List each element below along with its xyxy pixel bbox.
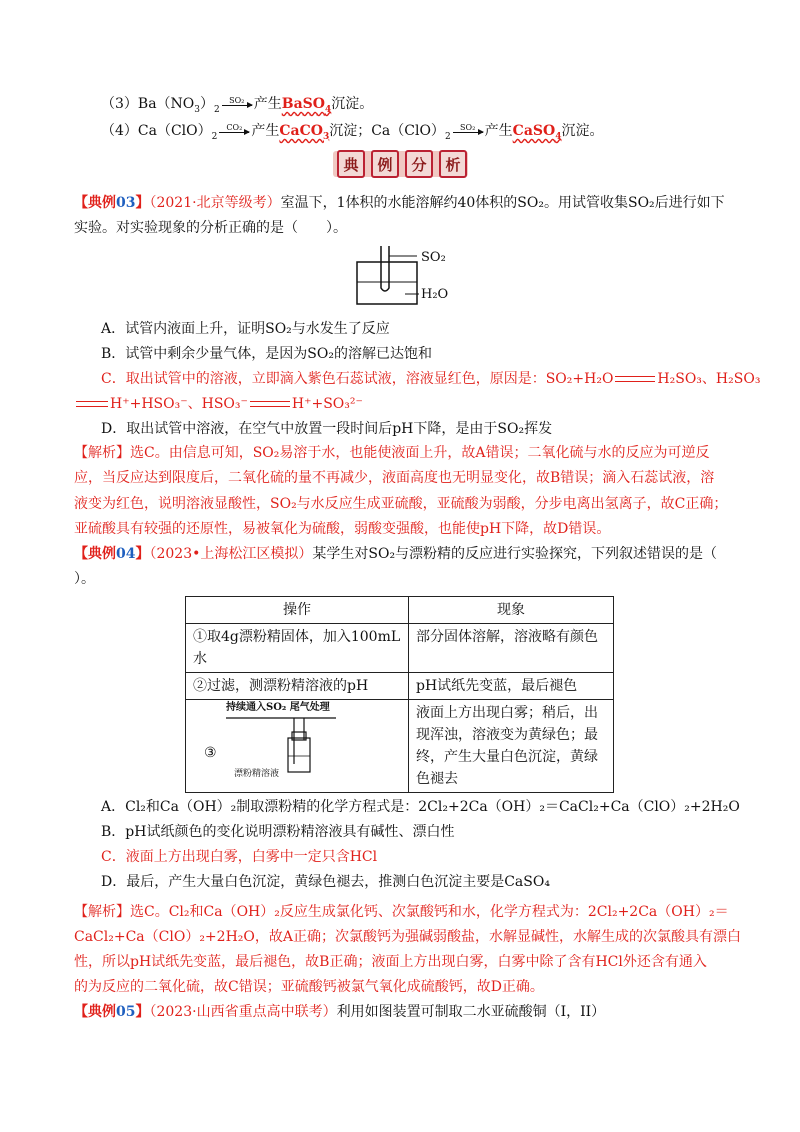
- figure-label-h2o: H₂O: [421, 287, 449, 302]
- example-03-stem: 【典例03】（2021·北京等级考）室温下，1体积的水能溶解约40体积的SO₂。用试管收集SO₂后进行如下: [74, 195, 725, 211]
- banner-char: 典: [337, 150, 365, 178]
- example-04-stem: 【典例04】（2023•上海松江区模拟）某学生对SO₂与漂粉精的反应进行实验探究，下列叙述错误的是（: [74, 546, 718, 562]
- apparatus-label: 持续通入SO₂ 尾气处理: [226, 702, 330, 713]
- banner-char: 例: [371, 150, 399, 178]
- option-d: D．取出试管中溶液，在空气中放置一段时间后pH下降，是由于SO₂挥发: [101, 421, 553, 437]
- banner-char: 分: [405, 150, 433, 178]
- example-05-stem: 【典例05】（2023·山西省重点高中联考）利用如图装置可制取二水亚硫酸铜（I，II）: [74, 1004, 606, 1020]
- example-03-stem-2: 实验。对实验现象的分析正确的是（ ）。: [74, 220, 347, 236]
- option-a: A．Cl₂和Ca（OH）₂制取漂粉精的化学方程式是：2Cl₂+2Ca（OH）₂＝CaCl₂+Ca（ClO）₂+2H₂O: [101, 799, 740, 815]
- test-tube-figure: [355, 242, 465, 312]
- analysis-line: 应，当反应达到限度后，二氧化硫的量不再减少，液面高度也无明显变化，故B错误；滴入石蕊试液，溶: [74, 470, 715, 486]
- option-b: B．试管中剩余少量气体，是因为SO₂的溶解已达饱和: [101, 346, 432, 362]
- line-4: $(4)Ca(ClO)_2$ CO₂ 产生CaCO$_3$沉淀；$Ca(ClO)_2$ SO₂ 产生CaSO$_4$沉淀。: [101, 123, 604, 142]
- example-04-stem-2: ）。: [74, 571, 95, 587]
- reaction-arrow-icon: CO₂: [217, 124, 251, 138]
- equilibrium-arrow-icon: [248, 398, 292, 410]
- option-b: B．pH试纸颜色的变化说明漂粉精溶液具有碱性、漂白性: [101, 824, 455, 840]
- option-c-cont: H⁺+HSO₃⁻、HSO₃⁻ H⁺+SO₃²⁻: [74, 394, 363, 414]
- analysis-line: 【解析】选C。由信息可知，SO₂易溶于水，也能使液面上升，故A错误；二氧化硫与水的反应为可逆反: [74, 445, 710, 461]
- analysis-line: 性，所以pH试纸先变蓝，最后褪色，故B正确；液面上方出现白雾，白雾中除了含有HCl外还含有通入: [74, 954, 707, 970]
- analysis-line: CaCl₂+Ca（ClO）₂+2H₂O，故A正确；次氯酸钙为强碱弱酸盐，水解显碱性，水解生成的次氯酸具有漂白: [74, 929, 741, 945]
- equilibrium-arrow-icon: [74, 398, 110, 410]
- option-a: A．试管内液面上升，证明SO₂与水发生了反应: [101, 321, 390, 337]
- analysis-line: 的为反应的二氧化硫，故C错误；亚硫酸钙被氯气氧化成硫酸钙，故D正确。: [74, 979, 544, 995]
- experiment-table: [185, 596, 614, 793]
- apparatus-caption: 漂粉精溶液: [234, 769, 280, 779]
- banner-char: 析: [439, 150, 467, 178]
- table-row: ③ 持续通入SO₂ 尾气处理 漂粉精溶液 液面上方出现白雾；稍后，出 现浑浊，溶液变为黄绿色；最 终，产生大量白色沉淀，黄绿 色褪去: [186, 700, 614, 793]
- analysis-line: 亚硫酸具有较强的还原性，易被氧化为硫酸，弱酸变强酸，也能使pH下降，故D错误。: [74, 521, 611, 537]
- table-header: 操作: [186, 597, 409, 624]
- analysis-line: 【解析】选C。Cl₂和Ca（OH）₂反应生成氯化钙、次氯酸钙和水，化学方程式为：2Cl₂+2Ca（OH）₂＝: [74, 904, 729, 920]
- option-d: D．最后，产生大量白色沉淀，黄绿色褪去，推测白色沉淀主要是CaSO₄: [101, 874, 550, 890]
- apparatus-figure: [226, 714, 346, 776]
- option-c: C．液面上方出现白雾，白雾中一定只含HCl: [101, 849, 378, 865]
- table-header: 现象: [409, 597, 614, 624]
- equilibrium-arrow-icon: [613, 373, 657, 385]
- figure-label-so2: SO₂: [421, 250, 446, 265]
- analysis-line: 液变为红色，说明溶液显酸性，SO₂与水反应生成亚硫酸，亚硫酸为弱酸，分步电离出氢离子，故C正确；: [74, 496, 728, 512]
- line-3: $(3)Ba(NO_3)_2$ SO₂ 产生BaSO$_4$沉淀。: [101, 96, 374, 115]
- table-row: ②过滤，测漂粉精溶液的pH pH试纸先变蓝，最后褪色: [186, 673, 614, 700]
- table-row: ①取4g漂粉精固体，加入100mL 水 部分固体溶解，溶液略有颜色: [186, 624, 614, 673]
- reaction-arrow-icon: SO₂: [451, 124, 485, 138]
- reaction-arrow-icon: SO₂: [220, 97, 254, 111]
- option-c: C．取出试管中的溶液，立即滴入紫色石蕊试液，溶液显红色，原因是：SO₂+H₂O H₂SO₃、H₂SO₃: [101, 371, 761, 387]
